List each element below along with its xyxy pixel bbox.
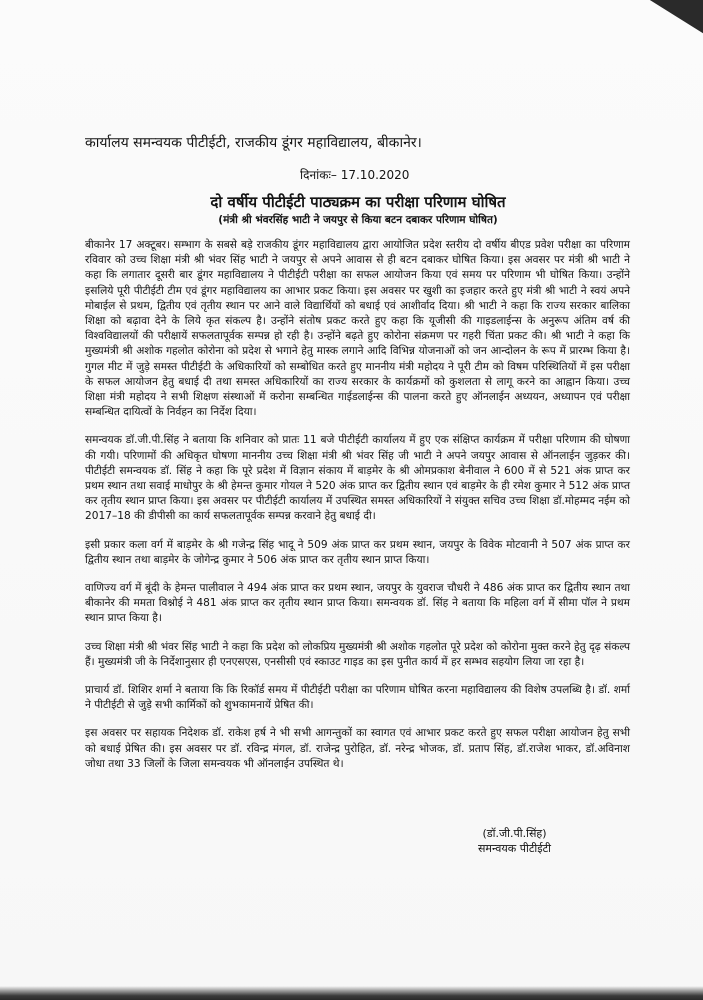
scan-bottom-edge <box>0 986 703 1000</box>
document-body <box>85 238 630 785</box>
signatory-designation: समन्वयक पीटीईटी <box>478 842 552 855</box>
date-label: दिनांकः– <box>300 168 337 182</box>
paragraph: प्राचार्य डॉ. शिशिर शर्मा ने बताया कि कि रिकॉर्ड समय में पीटीईटी परीक्षा का परिणाम घोषित करना महाविद्यालय की विशेष उपलब्धि है। डॉ. शर्मा ने पीटीईटी से जुड़े सभी कार्मिकों को शुभकामनायें प्रेषित की। <box>85 684 630 712</box>
date-value: 17.10.2020 <box>340 168 410 182</box>
paragraph: समन्वयक डॉ.जी.पी.सिंह ने बताया कि शनिवार को प्रातः 11 बजे पीटीईटी कार्यालय में हुए एक संक्षिप्त कार्यक्रम में परीक्षा परिणाम की घोषणा की गयी। परिणामों की अधिकृत घोषणा माननीय उच्च शिक्षा मंत्री श्री भंवर सिंह जी भाटी ने अपने जयपुर आवास से ऑनलाईन जुड़कर की। पीटीईटी समन्वयक डॉ. सिंह ने कहा कि पूरे प्रदेश में विज्ञान संकाय में बाड़मेर के श्री ओमप्रकाश बेनीवाल ने 600 में से 521 अंक प्राप्त कर प्रथम स्थान तथा सवाई माधोपुर के श्री हेमन्त कुमार गोयल ने 520 अंक प्राप्त कर द्वितीय स्थान एवं बाड़मेर के ही रमेश कुमार ने 512 अंक प्राप्त कर तृतीय स्थान प्राप्त किया। इस अवसर पर पीटीईटी कार्यालय में उपस्थित समस्त अधिकारियों ने संयुक्त सचिव उच्च शिक्षा डॉ.मोहम्मद नईम को 2017–18 की डीपीसी का कार्य सफलतापूर्वक सम्पन्न करवाने हेतु बधाई दी। <box>85 434 630 523</box>
paragraph: बीकानेर 17 अक्टूबर। सम्भाग के सबसे बड़े राजकीय डूंगर महाविद्यालय द्वारा आयोजित प्रदेश स्तरीय दो वर्षीय बीएड प्रवेश परीक्षा का परिणाम रविवार को उच्च शिक्षा मंत्री श्री भंवर सिंह भाटी ने जयपुर से अपने आवास से ही बटन दबाकर घोषित किया। इस अवसर पर मंत्री श्री भाटी ने कहा कि लगातार दूसरी बार डूंगर महाविद्यालय ने पीटीईटी परीक्षा का सफल आयोजन किया एवं समय पर परिणाम भी घोषित किया। उन्होंने इसलिये पूरी पीटीईटी टीम एवं डूंगर महाविद्यालय का आभार प्रकट किया। इस अवसर पर खुशी का इजहार करते हुए मंत्री श्री भाटी ने स्वयं अपने मोबाईल से प्रथम, द्वितीय एवं तृतीय स्थान पर आने वाले विद्यार्थियों को बधाई एवं आशीर्वाद दिया। श्री भाटी ने कहा कि राज्य सरकार बालिका शिक्षा को बढ़ावा देने के लिये कृत संकल्प है। उन्होंने संतोष प्रकट करते हुए कहा कि यूजीसी की गाइडलाईन्स के अनुरूप अंतिम वर्ष की विश्वविद्यालयों की परीक्षायें सफलतापूर्वक सम्पन्न हो रही है। उन्होंने बढ़ते हुए कोरोना संक्रमण पर गहरी चिंता प्रकट की। श्री भाटी ने कहा कि मुख्यमंत्री श्री अशोक गहलोत कोरोना को प्रदेश से भगाने हेतु मास्क लगाने आदि विभिन्न योजनाओं को जन आन्दोलन के रूप में प्रारम्भ किया है। गुगल मीट में जुड़े समस्त पीटीईटी के अधिकारियों को सम्बोधित करते हुए माननीय मंत्री महोदय ने पूरी टीम को विषम परिस्थितियों में इस परीक्षा के सफल आयोजन हेतु बधाई दी तथा समस्त अधिकारियों का राज्य सरकार के कार्यक्रमों को कुशलता से लागू करने का आह्वान किया। उच्च शिक्षा मंत्री महोदय ने सभी शिक्षण संस्थाओं में करोना सम्बन्धित गाईडलाईन्स की पालना करते हुए ऑनलाईन अध्ययन, अध्यापन एवं परीक्षा सम्बन्धित दायित्वों के निर्वहन का निर्देश दिया। <box>85 239 630 419</box>
paragraph: इस अवसर पर सहायक निदेशक डॉ. राकेश हर्ष ने भी सभी आगन्तुकों का स्वागत एवं आभार प्रकट करते हुए सफल परीक्षा आयोजन हेतु सभी को बधाई प्रेषित की। इस अवसर पर डॉ. रविन्द्र मंगल, डॉ. राजेन्द्र पुरोहित, डॉ. नरेन्द्र भोजक, डॉ. प्रताप सिंह, डॉ.राजेश भाकर, डॉ.अविनाश जोधा तथा 33 जिलों के जिला समन्वयक भी ऑनलाईन उपस्थित थे। <box>85 727 630 770</box>
signatory-name: (डॉ.जी.पी.सिंह) <box>482 827 547 840</box>
signature-block <box>478 826 551 856</box>
paragraph: इसी प्रकार कला वर्ग में बाड़मेर के श्री गजेन्द्र सिंह भादू ने 509 अंक प्राप्त कर प्रथम स्थान, जयपुर के विवेक मोटवानी ने 507 अंक प्राप्त कर द्वितीय स्थान तथा बाड़मेर के जोगेन्द्र कुमार ने 506 अंक प्राप्त कर तृतीय स्थान प्राप्त किया। <box>85 538 630 566</box>
press-release-subtitle: (मंत्री श्री भंवरसिंह भाटी ने जयपुर से किया बटन दबाकर परिणाम घोषित) <box>218 214 498 226</box>
scan-corner-fold <box>612 0 703 45</box>
paragraph: वाणिज्य वर्ग में बूंदी के हेमन्त पालीवाल ने 494 अंक प्राप्त कर प्रथम स्थान, जयपुर के युवराज चौधरी ने 486 अंक प्राप्त कर द्वितीय स्थान तथा बीकानेर की ममता विश्नोई ने 481 अंक प्राप्त कर तृतीय स्थान प्राप्त किया। समन्वयक डॉ. सिंह ने बताया कि महिला वर्ग में सीमा पॉल ने प्रथम स्थान प्राप्त किया है। <box>85 582 631 625</box>
paragraph: उच्च शिक्षा मंत्री श्री भंवर सिंह भाटी ने कहा कि प्रदेश को लोकप्रिय मुख्यमंत्री श्री अशोक गहलोत पूरे प्रदेश को कोरोना मुक्त करने हेतु दृढ़ संकल्प हैं। मुख्यमंत्री जी के निर्देशानुसार ही एनएसएस, एनसीसी एवं स्काउट गाइड का इस पुनीत कार्य में हर सम्भव सहयोग लिया जा रहा है। <box>85 640 630 668</box>
date-line <box>300 166 409 183</box>
office-header: कार्यालय समन्वयक पीटीईटी, राजकीय डूंगर महाविद्यालय, बीकानेर। <box>85 135 422 151</box>
press-release-title: दो वर्षीय पीटीईटी पाठ्यक्रम का परीक्षा परिणाम घोषित <box>210 193 506 211</box>
